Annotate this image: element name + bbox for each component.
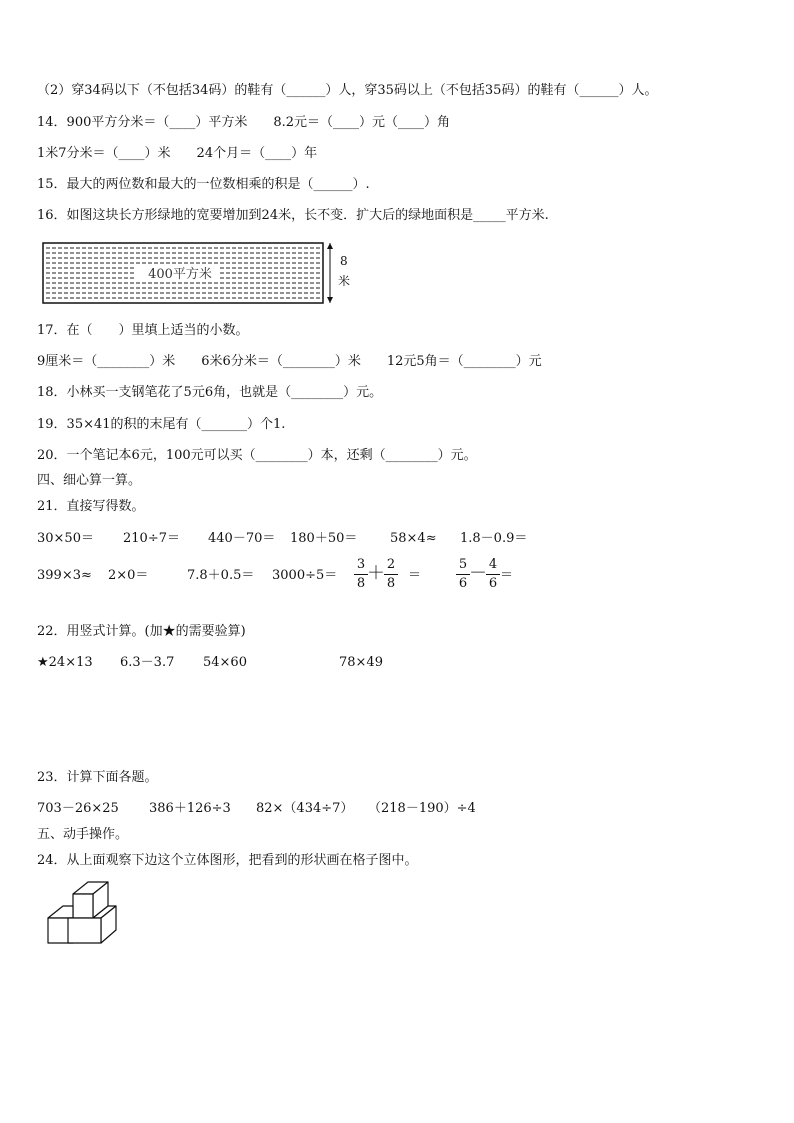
lawn-rectangle-figure (40, 240, 360, 310)
q21-item: 30×50＝ (37, 531, 94, 546)
q22-item: 54×60 (203, 655, 247, 670)
q21-title: 21．直接写得数。 (37, 499, 145, 514)
denominator: 8 (356, 576, 366, 591)
fraction-2-8 (384, 557, 398, 592)
q21-item: 399×3≈ (37, 568, 92, 583)
q24-title: 24．从上面观察下边这个立体图形，把看到的形状画在格子图中。 (37, 853, 418, 868)
q17-intro: 17．在（ ）里填上适当的小数。 (37, 323, 249, 338)
height-label-number: 8 (340, 254, 348, 268)
q21-item: 440－70＝ (208, 531, 276, 546)
q16: 16．如图这块长方形绿地的宽要增加到24米，长不变．扩大后的绿地面积是_____平方米. (37, 208, 549, 223)
q13-part2: （2）穿34码以下（不包括34码）的鞋有（______）人，穿35码以上（不包括35码）的鞋有（______）人。 (37, 83, 658, 98)
q21-item: 1.8－0.9＝ (460, 531, 528, 546)
denominator: 6 (488, 576, 498, 591)
q22-item: 78×49 (339, 655, 383, 670)
equals-sign: ＝ (408, 568, 422, 583)
q22-title: 22．用竖式计算。(加★的需要验算) (37, 624, 246, 639)
q21-item: 7.8＋0.5＝ (187, 568, 255, 583)
q22-item: ★24×13 (37, 655, 93, 670)
equals-sign: ＝ (500, 568, 514, 583)
q21-item: 3000÷5＝ (272, 568, 338, 583)
minus-sign: － (469, 563, 487, 584)
q21-item: 180＋50＝ (290, 531, 358, 546)
q21-item: 210÷7＝ (123, 531, 180, 546)
section-5-title: 五、动手操作。 (37, 827, 129, 842)
fraction-3-8 (354, 557, 368, 592)
q17-items: 9厘米＝（________）米 6米6分米＝（________）米 12元5角＝（________）元 (37, 354, 542, 369)
plus-sign: ＋ (367, 563, 385, 584)
numerator: 4 (488, 557, 498, 572)
section-4-title: 四、细心算一算。 (37, 473, 142, 488)
q23-title: 23．计算下面各题。 (37, 770, 158, 785)
q23-item: （218－190）÷4 (368, 801, 476, 816)
denominator: 8 (386, 576, 396, 591)
q21-item: 58×4≈ (390, 531, 437, 546)
area-label: 400平方米 (148, 267, 212, 282)
q23-item: 82×（434÷7） (256, 801, 354, 816)
q19: 19．35×41的积的末尾有（_______）个1. (37, 417, 286, 432)
q15: 15．最大的两位数和最大的一位数相乘的积是（______）. (37, 177, 370, 192)
fraction-5-6 (456, 557, 470, 592)
q20: 20．一个笔记本6元，100元可以买（________）本，还剩（________）元。 (37, 448, 477, 463)
numerator: 5 (458, 557, 468, 572)
q23-item: 703－26×25 (37, 801, 119, 816)
q14-line1: 14．900平方分米＝（____）平方米 8.2元＝（____）元（____）角 (37, 115, 451, 130)
q22-item: 6.3－3.7 (120, 655, 175, 670)
q23-item: 386＋126÷3 (149, 801, 231, 816)
q21-item: 2×0＝ (108, 568, 149, 583)
numerator: 2 (386, 557, 396, 572)
height-label-unit: 米 (338, 274, 351, 288)
q14-line2: 1米7分米＝（____）米 24个月＝（____）年 (37, 146, 318, 161)
numerator: 3 (356, 557, 366, 572)
q18: 18．小林买一支钢笔花了5元6角，也就是（________）元。 (37, 385, 383, 400)
fraction-4-6 (486, 557, 500, 592)
cube-stack-figure (40, 878, 130, 958)
denominator: 6 (458, 576, 468, 591)
